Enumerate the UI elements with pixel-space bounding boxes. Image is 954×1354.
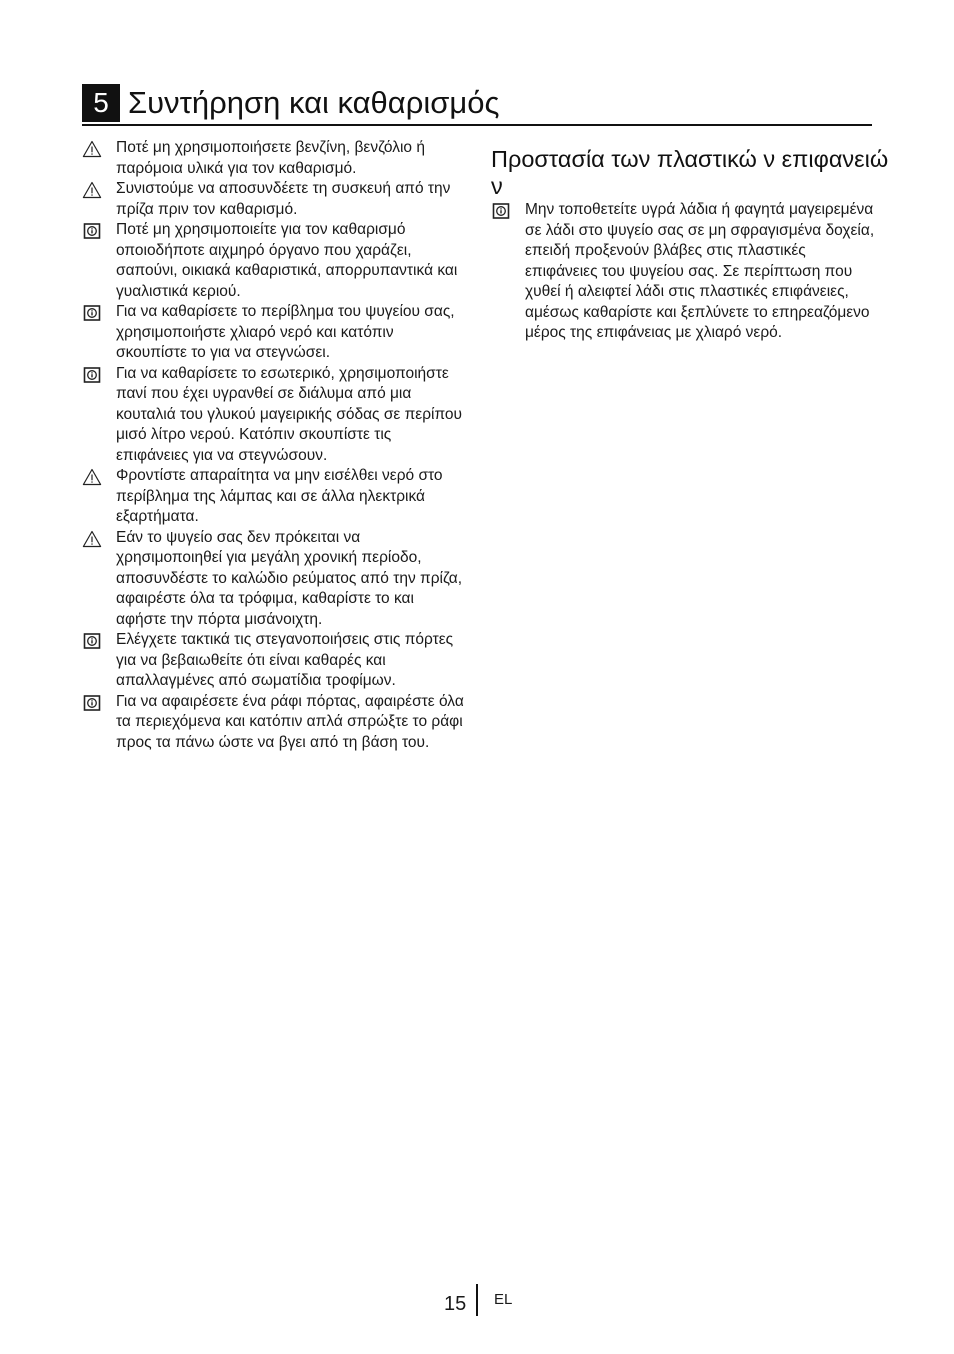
list-item-text: Ποτέ μη χρησιμοποιήσετε βενζίνη, βενζόλιο ή παρόμοια υλικά για τον καθαρισμό. <box>116 139 425 177</box>
list-item-text: Εάν το ψυγείο σας δεν πρόκειται να χρησιμοποιηθεί για μεγάλη χρονική περίοδο, αποσυνδέστε το καλώδιο ρεύματος από την πρίζα, αφαιρέστε όλα τα τρόφιμα, καθαρίστε το και αφήστε την πόρτα μισάνοιχτη. <box>116 528 463 628</box>
list-item <box>82 466 466 528</box>
page-footer <box>0 1284 954 1324</box>
page-number: 15 <box>444 1293 467 1315</box>
list-item-text: Φροντίστε απαραίτητα να μην εισέλθει νερό στο περίβλημα της λάμπας και σε άλλα ηλεκτρικά εξαρτήματα. <box>116 467 443 525</box>
list-item <box>82 138 466 179</box>
chapter-header <box>82 82 872 126</box>
list-item <box>82 528 466 631</box>
list-item <box>82 364 466 467</box>
list-item-text: Συνιστούμε να αποσυνδέετε τη συσκευή από την πρίζα πριν τον καθαρισμό. <box>116 180 451 218</box>
section-title: Προστασία των πλαστικώ ν επιφανειώ ν <box>491 146 889 199</box>
list-item <box>82 220 466 302</box>
footer-divider <box>476 1284 478 1316</box>
info-icon <box>82 222 102 240</box>
chapter-number: 5 <box>82 84 120 122</box>
list-item-text: Για να καθαρίσετε το περίβλημα του ψυγείου σας, χρησιμοποιήστε χλιαρό νερό και κατόπιν σκουπίστε το για να στεγνώσει. <box>116 303 455 361</box>
list-item-text: Ελέγχετε τακτικά τις στεγανοποιήσεις στις πόρτες για να βεβαιωθείτε ότι είναι καθαρές και απαλλαγμένες από σωματίδια τροφίμων. <box>116 631 454 689</box>
list-item-text: Μην τοποθετείτε υγρά λάδια ή φαγητά μαγειρεμένα σε λάδι στο ψυγείο σας σε μη σφραγισμένα δοχεία, επειδή προξενούν βλάβες στις πλαστικές επιφάνειες του ψυγείου σας. Σε περίπτωση που χυθεί ή αλειφτεί λάδι στις πλαστικές επιφάνειες, αμέσως καθαρίστε και ξεπλύνετε το επηρεαζόμενο μέρος της επιφάνειας με χλιαρό νερό. <box>525 201 875 341</box>
list-item <box>82 179 466 220</box>
list-item <box>491 200 875 344</box>
chapter-title: Συντήρηση και καθαρισμός <box>128 85 500 120</box>
warning-icon <box>82 530 102 548</box>
list-item <box>82 630 466 692</box>
right-column <box>491 146 889 344</box>
info-icon <box>82 632 102 650</box>
list-item-text: Για να καθαρίσετε το εσωτερικό, χρησιμοποιήστε πανί που έχει υγρανθεί σε διάλυμα από μια κουταλιά του γλυκού μαγειρικής σόδας σε περίπου μισό λίτρο νερού. Κατόπιν σκουπίστε τις επιφάνειες για να στεγνώσουν. <box>116 364 463 464</box>
warning-icon <box>82 181 102 199</box>
list-item-text: Για να αφαιρέσετε ένα ράφι πόρτας, αφαιρέστε όλα τα περιεχόμενα και κατόπιν απλά σπρώξτε το ράφι προς τα πάνω ώστε να βγει από τη βάση του. <box>116 692 464 751</box>
info-icon <box>82 304 102 322</box>
language-code: EL <box>494 1291 513 1308</box>
list-item-text: Ποτέ μη χρησιμοποιείτε για τον καθαρισμό οποιοδήποτε αιχμηρό όργανο που χαράζει, σαπούνι, οικιακά καθαριστικά, απορρυπαντικά και γυαλιστικά κεριού. <box>116 221 458 300</box>
list-item <box>82 302 466 364</box>
info-icon <box>491 202 511 220</box>
warning-icon <box>82 468 102 486</box>
info-icon <box>82 366 102 384</box>
list-item <box>82 692 466 754</box>
info-icon <box>82 694 102 712</box>
warning-icon <box>82 140 102 158</box>
left-column <box>82 138 466 753</box>
